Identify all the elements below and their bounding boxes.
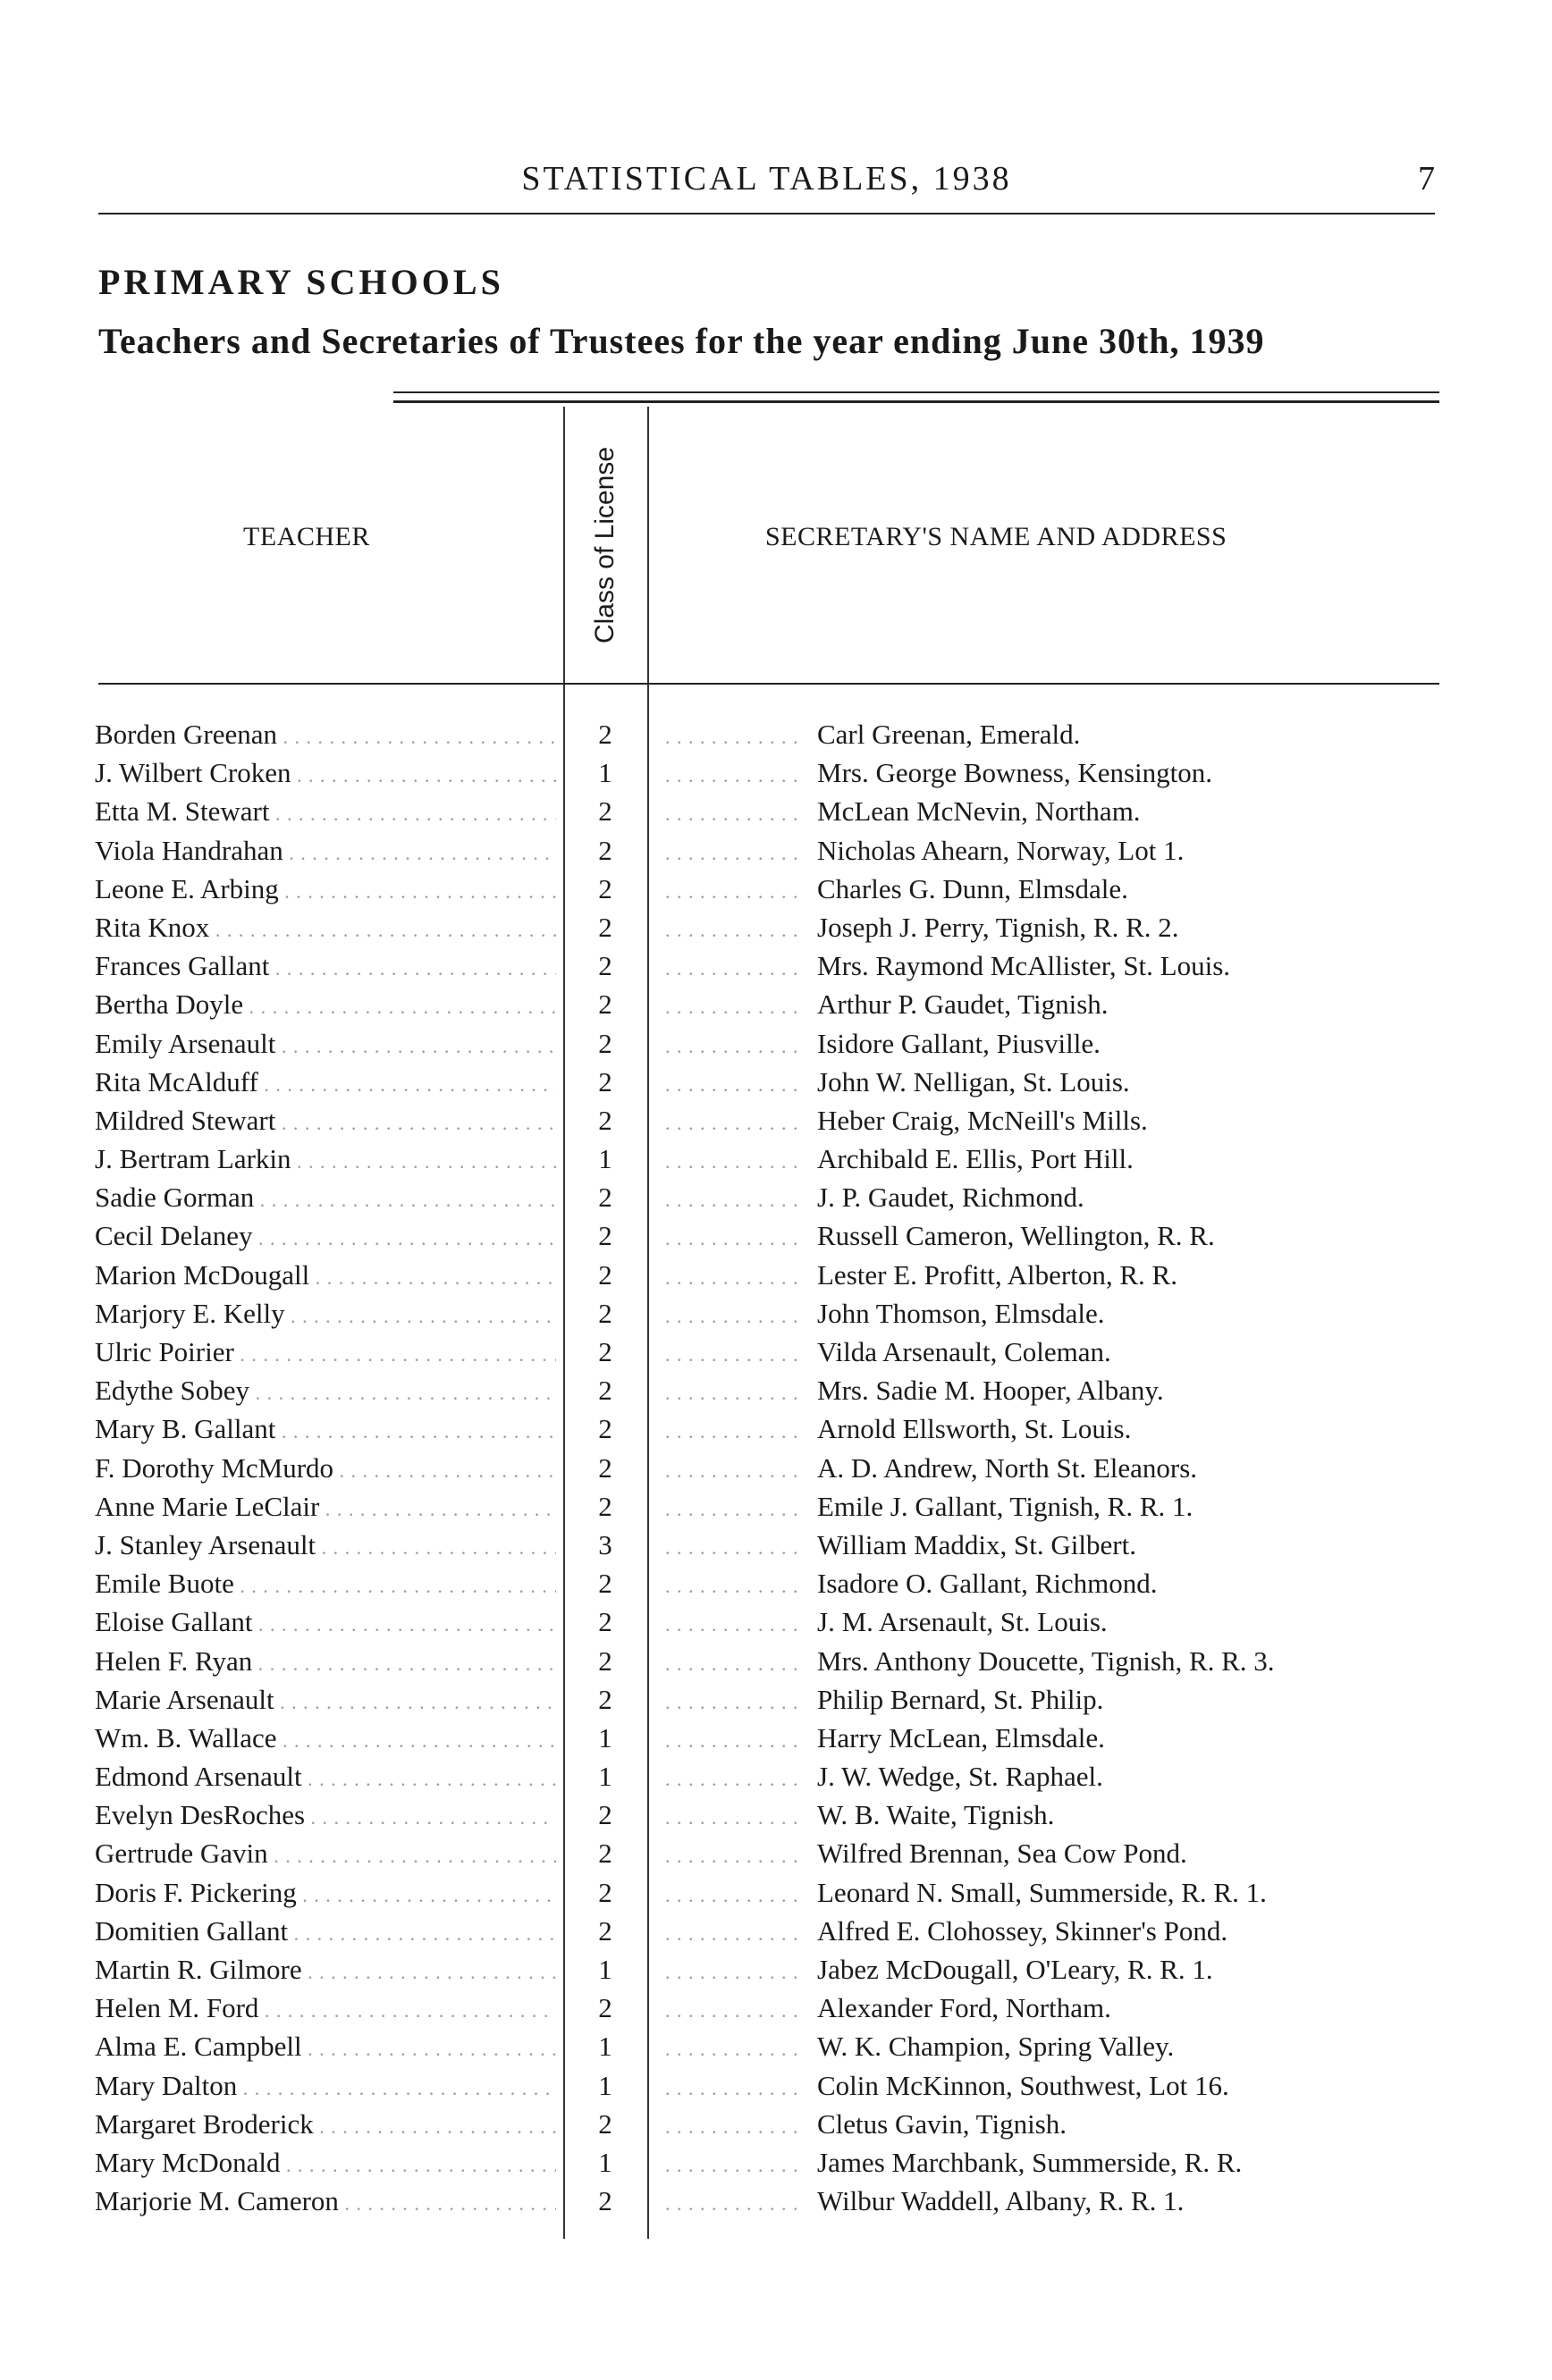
table-row xyxy=(0,1950,1552,1989)
table-row xyxy=(0,2027,1552,2065)
dot-leader xyxy=(665,1950,799,1991)
secretary-name-address: Alfred E. Clohossey, Skinner's Pond. xyxy=(817,1914,1228,1947)
dot-leader xyxy=(665,870,799,911)
dot-leader xyxy=(665,1101,799,1142)
class-of-license: 2 xyxy=(598,1606,612,1638)
table-row xyxy=(0,1757,1552,1796)
table-row xyxy=(0,2182,1552,2220)
dot-leader xyxy=(665,2182,799,2223)
running-title: STATISTICAL TABLES, 1938 xyxy=(521,160,1012,198)
class-of-license: 2 xyxy=(598,1336,612,1367)
secretary-name-address: Wilbur Waddell, Albany, R. R. 1. xyxy=(817,2185,1185,2217)
teacher-name: Helen F. Ryan . . . xyxy=(95,1642,556,1683)
teacher-name: J. Bertram Larkin . . . xyxy=(95,1140,556,1181)
class-of-license: 1 xyxy=(598,1761,612,1793)
class-of-license: 2 xyxy=(598,911,612,943)
class-of-license: 2 xyxy=(598,988,612,1021)
dot-leader xyxy=(665,1294,799,1335)
teacher-name: Marjorie M. Cameron . . . xyxy=(95,2182,556,2223)
header-bottom-rule xyxy=(98,683,1439,685)
secretary-name-address: Arthur P. Gaudet, Tignish. xyxy=(817,988,1109,1021)
secretary-name-address: J. W. Wedge, St. Raphael. xyxy=(817,1761,1103,1793)
teacher-name: Alma E. Campbell . . . xyxy=(95,2027,556,2068)
class-of-license: 2 xyxy=(598,1375,612,1407)
column-header-class-of-license: Class of License xyxy=(590,446,620,644)
table-row xyxy=(0,1912,1552,1950)
dot-leader xyxy=(665,908,799,949)
secretary-name-address: Mrs. Sadie M. Hooper, Albany. xyxy=(817,1375,1164,1407)
secretary-name-address: A. D. Andrew, North St. Eleanors. xyxy=(817,1451,1198,1484)
teacher-name: Helen M. Ford . . . xyxy=(95,1989,556,2030)
dot-leader xyxy=(665,2066,799,2107)
secretary-name-address: John W. Nelligan, St. Louis. xyxy=(817,1065,1130,1097)
dot-leader xyxy=(665,2105,799,2146)
table-row xyxy=(0,1526,1552,1564)
class-of-license: 2 xyxy=(598,719,612,750)
teacher-name: Rita Knox . . . xyxy=(95,908,556,949)
table-row xyxy=(0,1602,1552,1641)
table-top-rule xyxy=(393,391,1439,393)
table-row xyxy=(0,1371,1552,1409)
secretary-name-address: Mrs. Anthony Doucette, Tignish, R. R. 3. xyxy=(817,1644,1275,1677)
dot-leader xyxy=(665,1796,799,1837)
column-header-secretary: SECRETARY'S NAME AND ADDRESS xyxy=(765,522,1227,551)
class-of-license: 2 xyxy=(598,1838,612,1870)
dot-leader xyxy=(665,1333,799,1374)
teacher-name: Emily Arsenault . . . xyxy=(95,1024,556,1065)
secretary-name-address: Charles G. Dunn, Elmsdale. xyxy=(817,872,1128,904)
dot-leader xyxy=(665,1256,799,1297)
dot-leader xyxy=(665,1989,799,2030)
secretary-name-address: Russell Cameron, Wellington, R. R. xyxy=(817,1220,1215,1252)
class-of-license: 2 xyxy=(598,1220,612,1252)
teacher-name: Edythe Sobey . . . xyxy=(95,1371,556,1412)
teacher-name: Doris F. Pickering . . . xyxy=(95,1873,556,1914)
secretary-name-address: J. P. Gaudet, Richmond. xyxy=(817,1182,1084,1214)
secretary-name-address: Joseph J. Perry, Tignish, R. R. 2. xyxy=(817,911,1179,943)
table-row xyxy=(0,715,1552,753)
class-of-license: 3 xyxy=(598,1528,612,1560)
teacher-name: Gertrude Gavin . . . xyxy=(95,1834,556,1875)
class-of-license: 2 xyxy=(598,1644,612,1677)
section-subtitle: Teachers and Secretaries of Trustees for the year ending June 30th, 1939 xyxy=(98,321,1265,361)
teacher-name: Eloise Gallant . . . xyxy=(95,1602,556,1644)
class-of-license: 2 xyxy=(598,1568,612,1600)
class-of-license: 2 xyxy=(598,1258,612,1291)
secretary-name-address: Wilfred Brennan, Sea Cow Pond. xyxy=(817,1838,1187,1870)
table-row xyxy=(0,1256,1552,1294)
class-of-license: 2 xyxy=(598,1027,612,1059)
table-body xyxy=(0,715,1552,2220)
dot-leader xyxy=(665,946,799,988)
secretary-name-address: Alexander Ford, Northam. xyxy=(817,1992,1111,2024)
secretary-name-address: Leonard N. Small, Summerside, R. R. 1. xyxy=(817,1876,1267,1908)
table-row xyxy=(0,792,1552,830)
class-of-license: 2 xyxy=(598,834,612,866)
class-of-license: 2 xyxy=(598,1490,612,1522)
teacher-name: Frances Gallant . . . xyxy=(95,946,556,988)
teacher-name: Marie Arsenault . . . xyxy=(95,1680,556,1721)
table-row xyxy=(0,1642,1552,1680)
class-of-license: 2 xyxy=(598,2107,612,2140)
secretary-name-address: Harry McLean, Elmsdale. xyxy=(817,1721,1105,1753)
secretary-name-address: Archibald E. Ellis, Port Hill. xyxy=(817,1143,1134,1175)
teacher-name: Edmond Arsenault . . . xyxy=(95,1757,556,1798)
table-row xyxy=(0,753,1552,792)
table-row xyxy=(0,1873,1552,1912)
table-row xyxy=(0,870,1552,908)
teacher-name: Etta M. Stewart . . . xyxy=(95,792,556,833)
table-row xyxy=(0,1564,1552,1602)
secretary-name-address: Vilda Arsenault, Coleman. xyxy=(817,1336,1111,1367)
teacher-name: Marion McDougall . . . xyxy=(95,1256,556,1297)
class-of-license: 2 xyxy=(598,872,612,904)
table-row xyxy=(0,1063,1552,1101)
teacher-name: Martin R. Gilmore . . . xyxy=(95,1950,556,1991)
secretary-name-address: Emile J. Gallant, Tignish, R. R. 1. xyxy=(817,1490,1194,1522)
teacher-name: J. Stanley Arsenault . . . xyxy=(95,1526,556,1567)
teacher-name: Anne Marie LeClair . . . xyxy=(95,1487,556,1528)
table-row xyxy=(0,1449,1552,1487)
class-of-license: 2 xyxy=(598,1413,612,1445)
secretary-name-address: William Maddix, St. Gilbert. xyxy=(817,1528,1136,1560)
table-row xyxy=(0,1834,1552,1872)
class-of-license: 2 xyxy=(598,1297,612,1329)
secretary-name-address: James Marchbank, Summerside, R. R. xyxy=(817,2146,1243,2178)
class-of-license: 2 xyxy=(598,2185,612,2217)
column-header-teacher: TEACHER xyxy=(243,522,370,551)
teacher-name: Viola Handrahan . . . xyxy=(95,831,556,872)
teacher-name: Leone E. Arbing . . . xyxy=(95,870,556,911)
secretary-name-address: Carl Greenan, Emerald. xyxy=(817,719,1081,750)
dot-leader xyxy=(665,2027,799,2068)
dot-leader xyxy=(665,1680,799,1721)
class-of-license: 1 xyxy=(598,2031,612,2063)
table-row xyxy=(0,1333,1552,1371)
class-of-license: 2 xyxy=(598,950,612,982)
secretary-name-address: Isidore Gallant, Piusville. xyxy=(817,1027,1101,1059)
table-row xyxy=(0,2066,1552,2105)
teacher-name: Wm. B. Wallace . . . xyxy=(95,1719,556,1760)
table-row xyxy=(0,1140,1552,1178)
secretary-name-address: Mrs. George Bowness, Kensington. xyxy=(817,757,1213,789)
class-of-license: 2 xyxy=(598,1799,612,1831)
header-rule xyxy=(98,213,1435,214)
teacher-name: J. Wilbert Croken . . . xyxy=(95,753,556,795)
dot-leader xyxy=(665,1409,799,1451)
table-row xyxy=(0,1796,1552,1834)
table-row xyxy=(0,831,1552,870)
class-of-license: 2 xyxy=(598,1104,612,1136)
class-of-license: 1 xyxy=(598,2146,612,2178)
teacher-name: Sadie Gorman . . . xyxy=(95,1178,556,1219)
dot-leader xyxy=(665,1834,799,1875)
table-row xyxy=(0,2105,1552,2143)
table-top-rule-double xyxy=(393,400,1439,403)
secretary-name-address: Lester E. Profitt, Alberton, R. R. xyxy=(817,1258,1177,1291)
secretary-name-address: Cletus Gavin, Tignish. xyxy=(817,2107,1067,2140)
dot-leader xyxy=(665,1487,799,1528)
table-row xyxy=(0,1294,1552,1333)
dot-leader xyxy=(665,715,799,756)
secretary-name-address: McLean McNevin, Northam. xyxy=(817,795,1141,828)
table-row xyxy=(0,1178,1552,1216)
dot-leader xyxy=(665,1564,799,1605)
dot-leader xyxy=(665,792,799,833)
teacher-name: Cecil Delaney . . . xyxy=(95,1216,556,1257)
class-of-license: 2 xyxy=(598,1992,612,2024)
class-of-license: 1 xyxy=(598,2069,612,2101)
secretary-name-address: Heber Craig, McNeill's Mills. xyxy=(817,1104,1148,1136)
secretary-name-address: Nicholas Ahearn, Norway, Lot 1. xyxy=(817,834,1185,866)
table-row xyxy=(0,1101,1552,1140)
dot-leader xyxy=(665,2143,799,2184)
class-of-license: 2 xyxy=(598,1683,612,1715)
teacher-name: Evelyn DesRoches . . . xyxy=(95,1796,556,1837)
teacher-name: Emile Buote . . . xyxy=(95,1564,556,1605)
teacher-name: Ulric Poirier . . . xyxy=(95,1333,556,1374)
teacher-name: Domitien Gallant . . . xyxy=(95,1912,556,1953)
table-row xyxy=(0,1024,1552,1063)
table-row xyxy=(0,985,1552,1023)
class-of-license: 1 xyxy=(598,757,612,789)
dot-leader xyxy=(665,1216,799,1257)
table-row xyxy=(0,1680,1552,1719)
dot-leader xyxy=(665,1024,799,1065)
secretary-name-address: W. B. Waite, Tignish. xyxy=(817,1799,1055,1831)
secretary-name-address: W. K. Champion, Spring Valley. xyxy=(817,2031,1175,2063)
class-of-license: 1 xyxy=(598,1721,612,1753)
table-row xyxy=(0,1989,1552,2027)
secretary-name-address: John Thomson, Elmsdale. xyxy=(817,1297,1105,1329)
secretary-name-address: Philip Bernard, St. Philip. xyxy=(817,1683,1104,1715)
table-row xyxy=(0,1719,1552,1757)
teacher-name: Mildred Stewart . . . xyxy=(95,1101,556,1142)
dot-leader xyxy=(665,1063,799,1104)
teacher-name: Mary McDonald . . . xyxy=(95,2143,556,2184)
class-of-license: 2 xyxy=(598,1065,612,1097)
class-of-license: 1 xyxy=(598,1954,612,1985)
teacher-name: Mary Dalton . . . xyxy=(95,2066,556,2107)
table-row xyxy=(0,946,1552,985)
teacher-name: Borden Greenan . . . xyxy=(95,715,556,756)
teacher-name: F. Dorothy McMurdo . . . xyxy=(95,1449,556,1490)
dot-leader xyxy=(665,1719,799,1760)
dot-leader xyxy=(665,985,799,1026)
table-row xyxy=(0,2143,1552,2182)
teacher-name: Margaret Broderick . . . xyxy=(95,2105,556,2146)
dot-leader xyxy=(665,1526,799,1567)
class-of-license: 2 xyxy=(598,1914,612,1947)
secretary-name-address: J. M. Arsenault, St. Louis. xyxy=(817,1606,1108,1638)
dot-leader xyxy=(665,1178,799,1219)
secretary-name-address: Mrs. Raymond McAllister, St. Louis. xyxy=(817,950,1231,982)
teacher-name: Marjory E. Kelly . . . xyxy=(95,1294,556,1335)
table-row xyxy=(0,1216,1552,1255)
secretary-name-address: Colin McKinnon, Southwest, Lot 16. xyxy=(817,2069,1229,2101)
secretary-name-address: Jabez McDougall, O'Leary, R. R. 1. xyxy=(817,1954,1213,1985)
secretary-name-address: Arnold Ellsworth, St. Louis. xyxy=(817,1413,1132,1445)
table-row xyxy=(0,908,1552,946)
table-row xyxy=(0,1487,1552,1526)
teacher-name: Mary B. Gallant . . . xyxy=(95,1409,556,1451)
class-of-license: 2 xyxy=(598,1876,612,1908)
dot-leader xyxy=(665,753,799,795)
class-of-license: 1 xyxy=(598,1143,612,1175)
dot-leader xyxy=(665,1912,799,1953)
dot-leader xyxy=(665,1757,799,1798)
secretary-name-address: Isadore O. Gallant, Richmond. xyxy=(817,1568,1158,1600)
section-title: PRIMARY SCHOOLS xyxy=(98,262,504,302)
dot-leader xyxy=(665,1873,799,1914)
dot-leader xyxy=(665,1602,799,1644)
teacher-name: Rita McAlduff . . . xyxy=(95,1063,556,1104)
teacher-name: Bertha Doyle . . . xyxy=(95,985,556,1026)
table-row xyxy=(0,1409,1552,1448)
running-head xyxy=(98,159,1435,206)
dot-leader xyxy=(665,1371,799,1412)
class-of-license: 2 xyxy=(598,795,612,828)
class-of-license: 2 xyxy=(598,1182,612,1214)
dot-leader xyxy=(665,831,799,872)
page-number: 7 xyxy=(1418,160,1435,198)
dot-leader xyxy=(665,1642,799,1683)
dot-leader xyxy=(665,1140,799,1181)
class-of-license: 2 xyxy=(598,1451,612,1484)
dot-leader xyxy=(665,1449,799,1490)
